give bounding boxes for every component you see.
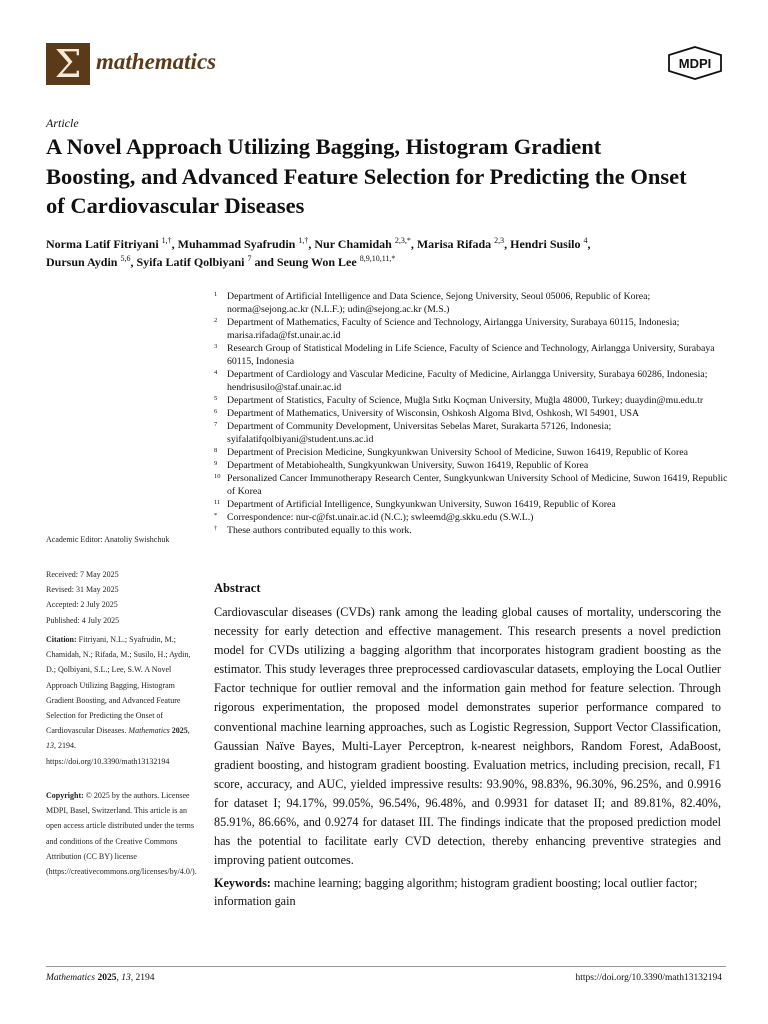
affiliation-number: * xyxy=(214,512,218,519)
affiliation-item xyxy=(214,407,728,420)
affiliation-item xyxy=(214,316,728,342)
citation-label: Citation: xyxy=(46,635,77,644)
affiliation-item xyxy=(214,420,728,446)
revised-date: Revised: 31 May 2025 xyxy=(46,585,119,595)
affiliation-item xyxy=(214,511,728,524)
affiliation-text: Department of Artificial Intelligence, Sungkyunkwan University, Suwon 16419, Republic of Korea xyxy=(227,499,616,510)
received-date: Received: 7 May 2025 xyxy=(46,570,119,579)
article-type: Article xyxy=(46,116,79,130)
mdpi-logo-icon[interactable] xyxy=(666,46,724,80)
page-title: A Novel Approach Utilizing Bagging, Histogram Gradient Boosting, and Advanced Feature Selection for Predicting the Onset of Cardiovascular Diseases xyxy=(46,134,687,218)
citation-volume: 13 xyxy=(46,741,54,751)
author-separator: and xyxy=(251,255,277,269)
citation-text: Fitriyani, N.L.; Syafrudin, M.; Chamidah, N.; Rifada, M.; Susilo, H.; Aydin, D.; Qolbiyani, S.L.; Lee, S.W. A Novel Approach Utilizing Bagging, Histogram Gradient Boosting, and Advanced Feature Selection for Predicting the Onset of Cardiovascular Diseases. xyxy=(46,635,191,736)
author-affiliation-marker: 1,† xyxy=(298,236,309,245)
affiliation-number: 11 xyxy=(214,499,221,506)
copyright-label: Copyright: xyxy=(46,791,84,800)
affiliation-text: Research Group of Statistical Modeling in Life Science, Faculty of Science and Technology, Airlangga University, Surabaya 60115, Indonesia xyxy=(227,343,715,367)
affiliation-list xyxy=(214,290,728,537)
publication-dates xyxy=(46,567,198,628)
footer-journal: Mathematics xyxy=(46,973,96,983)
academic-editor xyxy=(46,532,198,547)
author-list xyxy=(46,235,726,271)
affiliation-text: Department of Cardiology and Vascular Medicine, Faculty of Medicine, Airlangga University, Surabaya 60286, Indonesia; hendrisusilo@staf.unair.ac.id xyxy=(227,369,708,393)
footer-citation: Mathematics 2025, 13, 2194 xyxy=(46,973,155,983)
accepted-date: Accepted: 2 July 2025 xyxy=(46,600,118,610)
citation-block: Citation: Fitriyani, N.L.; Syafrudin, M.; Chamidah, N.; Rifada, M.; Susilo, H.; Aydin, D.; Qolbiyani, S.L.; Lee, S.W. A Novel Approach Utilizing Bagging, Histogram Gradient Boosting, and Advanced Feature Selection for Predicting the Onset of Cardiovascular Diseases. Mathematics 2025, 13, 2194. https://doi.org/10.3390/math13132194 xyxy=(46,635,191,766)
keywords-block xyxy=(214,875,721,910)
affiliation-text: Department of Metabiohealth, Sungkyunkwan University, Suwon 16419, Republic of Korea xyxy=(227,460,589,471)
abstract-heading: Abstract xyxy=(214,581,261,595)
affiliation-text: Department of Artificial Intelligence and Data Science, Sejong University, Seoul 05006, Republic of Korea; norma@sejong.ac.kr (N.L.F.); udin@sejong.ac.kr (M.S.) xyxy=(227,291,651,315)
author-affiliation-marker: 1,† xyxy=(161,236,172,245)
citation-journal: Mathematics xyxy=(128,726,170,736)
author-name[interactable]: Muhammad Syafrudin xyxy=(177,237,296,251)
affiliation-number: 5 xyxy=(214,395,218,402)
footer-divider xyxy=(46,966,726,967)
affiliation-text: Department of Statistics, Faculty of Science, Muğla Sıtkı Koçman University, Muğla 48000, Turkey; duaydin@mu.edu.tr xyxy=(227,395,704,406)
author-affiliation-marker: 7 xyxy=(247,254,252,263)
author-name[interactable]: Marisa Rifada xyxy=(416,237,492,251)
affiliation-item xyxy=(214,342,728,368)
affiliation-item xyxy=(214,446,728,459)
published-date: Published: 4 July 2025 xyxy=(46,615,120,625)
editor-text: Academic Editor: Anatoliy Swishchuk xyxy=(46,535,170,544)
affiliation-item xyxy=(214,290,728,316)
author-separator: , xyxy=(130,255,137,269)
affiliation-text: Department of Mathematics, Faculty of Science and Technology, Airlangga University, Surabaya 60115, Indonesia; marisa.rifada@fst.unair.ac.id xyxy=(227,317,680,341)
affiliation-text: Personalized Cancer Immunotherapy Research Center, Sungkyunkwan University School of Medicine, Suwon 16419, Republic of Korea xyxy=(227,473,728,497)
author-name[interactable]: Norma Latif Fitriyani xyxy=(46,237,159,251)
footer-page: , 2194 xyxy=(130,973,155,983)
affiliation-number: 10 xyxy=(214,473,221,480)
author-separator: , xyxy=(504,237,511,251)
author-name[interactable]: Hendri Susilo xyxy=(510,237,581,251)
author-name[interactable]: Nur Chamidah xyxy=(314,237,392,251)
affiliation-item xyxy=(214,498,728,511)
affiliation-item xyxy=(214,472,728,498)
affiliation-text: Department of Mathematics, University of Wisconsin, Oshkosh Algoma Blvd, Oshkosh, WI 54901, USA xyxy=(227,408,640,419)
affiliation-item xyxy=(214,459,728,472)
affiliation-number: 8 xyxy=(214,447,218,454)
affiliation-item xyxy=(214,524,728,537)
author-affiliation-marker: 5,6 xyxy=(120,254,131,263)
copyright-text: © 2025 by the authors. Licensee MDPI, Basel, Switzerland. This article is an open access article distributed under the terms and conditions of the Creative Commons Attribution (CC BY) license (https://creativecommons.org/licenses/by/4.0/). xyxy=(46,791,197,877)
author-affiliation-marker: 8,9,10,11,* xyxy=(359,254,396,263)
author-separator: , xyxy=(171,237,178,251)
affiliation-item xyxy=(214,368,728,394)
author-affiliation-marker: 2,3 xyxy=(494,236,505,245)
keywords-text: machine learning; bagging algorithm; histogram gradient boosting; local outlier factor; information gain xyxy=(214,876,698,908)
affiliation-number: † xyxy=(214,525,218,532)
affiliation-number: 1 xyxy=(214,291,218,298)
citation-year: 2025 xyxy=(171,726,188,736)
author-separator: , xyxy=(410,237,417,251)
footer-year: 2025 xyxy=(97,973,117,983)
abstract-text: Cardiovascular diseases (CVDs) rank among the leading global causes of mortality, underscoring the necessity for early detection and effective management. This research presents a novel prediction model for CVDs utilizing a bagging algorithm that incorporates histogram gradient boosting as the estimator. This study leverages three preprocessed cardiovascular datasets, employing the Local Outlier Factor technique for outlier removal and the information gain method for feature selection. Through rigorous experimentation, the proposed model demonstrates superior performance compared to conventional machine learning approaches, such as Logistic Regression, Support Vector Classification, Gaussian Naïve Bayes, Multi-Layer Perceptron, k-nearest neighbors, Random Forest, AdaBoost, gradient boosting, and histogram gradient boosting. Evaluation metrics, including precision, recall, F1 score, accuracy, and AUC, yielded impressive results: 93.90%, 98.83%, 96.30%, 96.25%, and 0.9916 for dataset I; 94.17%, 99.05%, 96.54%, 96.48%, and 0.9931 for dataset II; and 89.81%, 82.40%, 85.91%, 86.66%, and 0.9274 for dataset III. The findings indicate that the proposed prediction model has the potential to facilitate early CVD detection, thereby enhancing preventive strategies and improving patient outcomes. xyxy=(214,605,721,868)
publisher-label: MDPI xyxy=(678,56,712,71)
sigma-icon: Σ xyxy=(54,42,82,86)
affiliation-text: Department of Community Development, Universitas Sebelas Maret, Surakarta 57126, Indonesia; syifalatifqolbiyani@student.uns.ac.id xyxy=(227,421,612,445)
affiliation-number: 9 xyxy=(214,460,218,467)
affiliation-text: Correspondence: nur-c@fst.unair.ac.id (N.C.); swleemd@g.skku.edu (S.W.L.) xyxy=(227,512,534,523)
affiliation-text: These authors contributed equally to this work. xyxy=(227,525,412,536)
author-separator: , xyxy=(587,237,591,251)
journal-logo-icon[interactable] xyxy=(46,43,90,85)
affiliation-number: 2 xyxy=(214,317,218,324)
footer-doi-link[interactable]: https://doi.org/10.3390/math13132194 xyxy=(575,973,722,983)
citation-doi-link[interactable]: , 2194. https://doi.org/10.3390/math13132194 xyxy=(46,741,170,766)
author-name[interactable]: Dursun Aydin xyxy=(46,255,118,269)
affiliation-number: 3 xyxy=(214,343,218,350)
affiliation-number: 6 xyxy=(214,408,218,415)
affiliation-text: Department of Precision Medicine, Sungkyunkwan University School of Medicine, Suwon 16419, Republic of Korea xyxy=(227,447,688,458)
journal-name[interactable]: mathematics xyxy=(96,49,217,74)
author-affiliation-marker: 2,3,* xyxy=(394,236,411,245)
author-separator: , xyxy=(308,237,315,251)
affiliation-number: 7 xyxy=(214,421,218,428)
affiliation-number: 4 xyxy=(214,369,218,376)
author-name[interactable]: Syifa Latif Qolbiyani xyxy=(136,255,245,269)
copyright-block xyxy=(46,788,198,879)
author-affiliation-marker: 4 xyxy=(583,236,588,245)
affiliation-item xyxy=(214,394,728,407)
author-name[interactable]: Seung Won Lee xyxy=(276,255,357,269)
footer-volume: 13 xyxy=(121,973,131,983)
keywords-label: Keywords: xyxy=(214,876,271,890)
